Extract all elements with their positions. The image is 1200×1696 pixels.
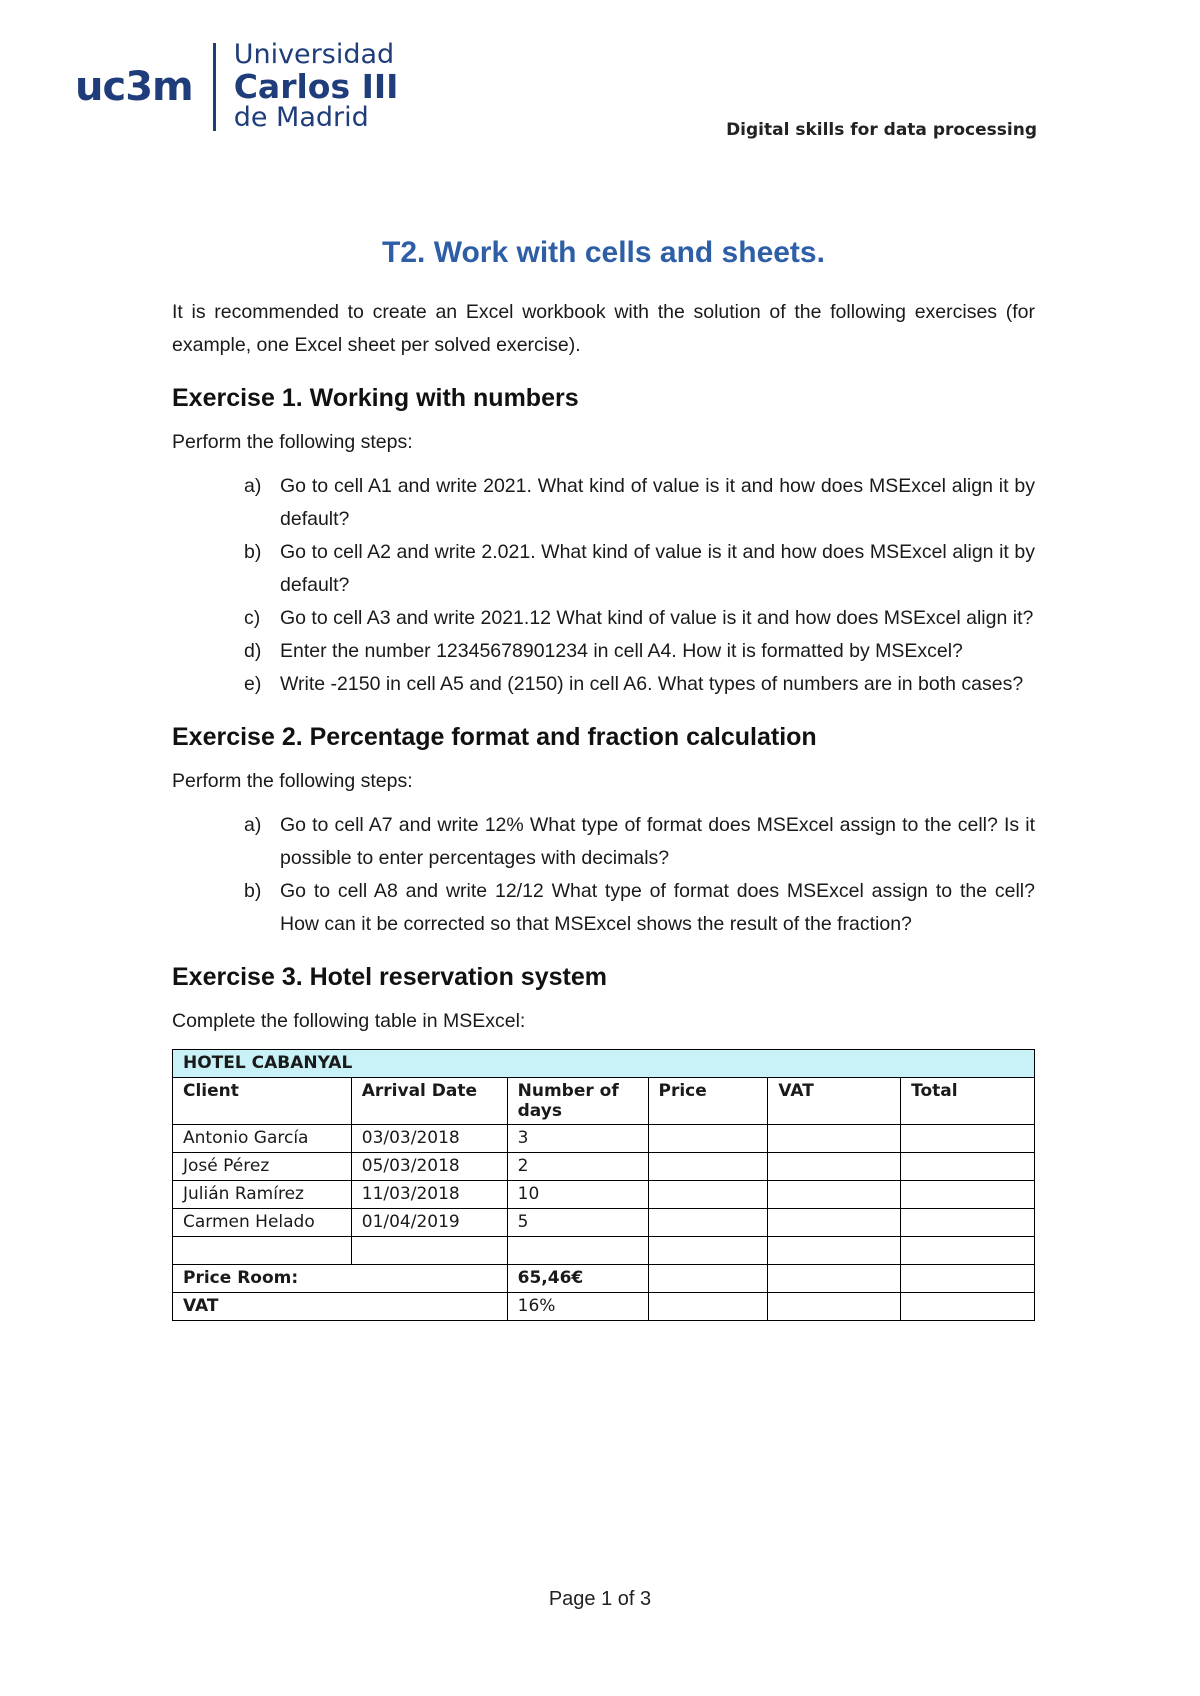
column-header: Price (648, 1078, 768, 1125)
table-cell (768, 1181, 901, 1209)
table-header-row (173, 1078, 1035, 1125)
list-marker: d) (244, 640, 262, 662)
table-cell (768, 1237, 901, 1265)
exercise-2-lead: Perform the following steps: (172, 770, 413, 792)
exercise-1-steps (172, 470, 1035, 701)
table-cell (901, 1181, 1035, 1209)
logo-line-1: Universidad (233, 39, 395, 71)
hotel-table (172, 1049, 1035, 1321)
table-cell: 3 (507, 1125, 648, 1153)
list-marker: c) (244, 607, 261, 629)
table-cell (648, 1209, 768, 1237)
table-cell: 05/03/2018 (351, 1153, 507, 1181)
exercise-2-heading: Exercise 2. Percentage format and fraction calculation (172, 723, 817, 751)
vat-value: 16% (507, 1293, 648, 1321)
table-cell: 10 (507, 1181, 648, 1209)
table-cell: 03/03/2018 (351, 1125, 507, 1153)
list-item (172, 668, 1035, 701)
table-cell (768, 1209, 901, 1237)
table-cell (648, 1181, 768, 1209)
table-cell: José Pérez (173, 1153, 352, 1181)
table-cell (768, 1153, 901, 1181)
logo-line-3: de Madrid (233, 102, 369, 134)
table-cell (507, 1237, 648, 1265)
table-cell: 2 (507, 1153, 648, 1181)
price-room-row (173, 1265, 1035, 1293)
exercise-3-lead: Complete the following table in MSExcel: (172, 1010, 526, 1032)
column-header: Number of days (507, 1078, 648, 1125)
list-marker: b) (244, 541, 262, 563)
course-name: Digital skills for data processing (726, 120, 1037, 140)
list-item (172, 875, 1035, 941)
table-cell (901, 1125, 1035, 1153)
table-cell (648, 1265, 768, 1293)
university-logo (75, 39, 399, 134)
document-title: T2. Work with cells and sheets. (382, 236, 825, 269)
table-row (173, 1153, 1035, 1181)
table-cell: 11/03/2018 (351, 1181, 507, 1209)
vat-row (173, 1293, 1035, 1321)
list-marker: a) (244, 475, 262, 497)
table-cell (648, 1125, 768, 1153)
logo-divider (213, 43, 216, 131)
list-item (172, 809, 1035, 875)
list-item (172, 602, 1035, 635)
table-row (173, 1237, 1035, 1265)
table-cell (768, 1125, 901, 1153)
table-cell (648, 1153, 768, 1181)
intro-paragraph: It is recommended to create an Excel workbook with the solution of the following exercises (for example, one Excel sheet per solved exercise). (172, 301, 1035, 356)
document-body (172, 232, 1035, 1321)
vat-label: VAT (173, 1293, 508, 1321)
list-marker: a) (244, 814, 262, 836)
table-cell (351, 1237, 507, 1265)
table-cell: Antonio García (173, 1125, 352, 1153)
table-cell (901, 1153, 1035, 1181)
table-row (173, 1125, 1035, 1153)
table-cell: 5 (507, 1209, 648, 1237)
list-text: Go to cell A1 and write 2021. What kind of value is it and how does MSExcel align it by default? (280, 475, 1035, 530)
list-text: Enter the number 12345678901234 in cell A4. How it is formatted by MSExcel? (280, 640, 963, 662)
table-cell: Julián Ramírez (173, 1181, 352, 1209)
exercise-1-heading: Exercise 1. Working with numbers (172, 384, 579, 412)
table-row (173, 1209, 1035, 1237)
table-cell: Carmen Helado (173, 1209, 352, 1237)
list-item (172, 536, 1035, 602)
exercise-3-heading: Exercise 3. Hotel reservation system (172, 963, 607, 991)
table-cell (648, 1237, 768, 1265)
page-number: Page 1 of 3 (548, 1588, 652, 1610)
list-marker: b) (244, 880, 262, 902)
table-cell (901, 1237, 1035, 1265)
column-header: Total (901, 1078, 1035, 1125)
table-title-row (173, 1050, 1035, 1078)
price-room-label: Price Room: (173, 1265, 508, 1293)
logo-short: uc3m (75, 64, 193, 110)
table-title: HOTEL CABANYAL (173, 1050, 1035, 1078)
list-text: Go to cell A2 and write 2.021. What kind of value is it and how does MSExcel align it by default? (280, 541, 1035, 596)
table-cell (648, 1293, 768, 1321)
list-text: Go to cell A7 and write 12% What type of format does MSExcel assign to the cell? Is it possible to enter percentages with decimals? (280, 814, 1035, 869)
logo-line-2: Carlos III (233, 66, 399, 106)
table-cell (768, 1293, 901, 1321)
table-cell (768, 1265, 901, 1293)
list-item (172, 470, 1035, 536)
table-cell (901, 1265, 1035, 1293)
list-text: Write -2150 in cell A5 and (2150) in cell A6. What types of numbers are in both cases? (280, 673, 1024, 695)
list-marker: e) (244, 673, 262, 695)
column-header: Arrival Date (351, 1078, 507, 1125)
list-item (172, 635, 1035, 668)
price-room-value: 65,46€ (507, 1265, 648, 1293)
list-text: Go to cell A8 and write 12/12 What type of format does MSExcel assign to the cell? How can it be corrected so that MSExcel shows the result of the fraction? (280, 880, 1035, 935)
table-row (173, 1181, 1035, 1209)
exercise-1-lead: Perform the following steps: (172, 431, 413, 453)
table-cell: 01/04/2019 (351, 1209, 507, 1237)
exercise-2-steps (172, 809, 1035, 941)
table-cell (173, 1237, 352, 1265)
list-text: Go to cell A3 and write 2021.12 What kind of value is it and how does MSExcel align it? (280, 607, 1034, 629)
column-header: Client (173, 1078, 352, 1125)
column-header: VAT (768, 1078, 901, 1125)
logo-text (234, 41, 399, 132)
table-cell (901, 1293, 1035, 1321)
table-cell (901, 1209, 1035, 1237)
